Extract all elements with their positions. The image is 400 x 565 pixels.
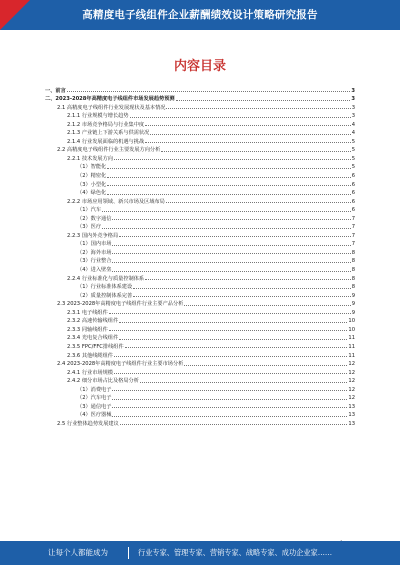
toc-entry[interactable] — [45, 307, 355, 316]
toc-entry-page: 5 — [351, 147, 355, 154]
toc-entry-label: （3）医疗 — [77, 224, 102, 231]
toc-entry[interactable] — [45, 222, 355, 231]
toc-entry[interactable] — [45, 410, 355, 419]
toc-entry[interactable] — [45, 196, 355, 205]
toc-leader-dots — [107, 193, 350, 195]
toc-leader-dots — [176, 99, 351, 101]
toc-leader-dots — [145, 278, 351, 280]
toc-entry-page: 3 — [351, 87, 355, 94]
toc-entry-page: 9 — [351, 309, 355, 316]
toc-entry[interactable] — [45, 145, 355, 154]
toc-entry[interactable] — [45, 188, 355, 197]
toc-entry[interactable] — [45, 153, 355, 162]
toc-leader-dots — [184, 304, 350, 306]
toc-leader-dots — [112, 398, 347, 400]
toc-leader-dots — [112, 261, 350, 263]
toc-entry-page: 3 — [351, 96, 355, 103]
toc-entry-label: 一、前言 — [45, 87, 66, 94]
toc-entry-page: 7 — [351, 232, 355, 239]
toc-entry-page: 5 — [351, 164, 355, 171]
toc-entry-page: 10 — [348, 318, 355, 325]
header-banner — [0, 0, 400, 30]
toc-entry-label: 2.1.3 产业链上下游关系与供需状况 — [67, 130, 150, 137]
toc-entry-label: （1）行业标准体系建设 — [77, 284, 133, 291]
toc-entry[interactable] — [45, 418, 355, 427]
toc-leader-dots — [119, 235, 351, 237]
toc-entry-label: 2.4.2 细分市场占比及格局分析 — [67, 378, 139, 385]
toc-leader-dots — [119, 338, 347, 340]
footer-divider — [128, 547, 129, 559]
toc-entry-page: 4 — [351, 121, 355, 128]
toc-entry-label: （2）精密化 — [77, 173, 107, 180]
toc-entry-page: 8 — [351, 249, 355, 256]
toc-entry-label: 2.3.5 FPC/FFC排线组件 — [67, 343, 124, 350]
toc-entry-label: 2.3.6 其他线缆组件 — [67, 352, 113, 359]
toc-entry-label: （2）海外市场 — [77, 249, 112, 256]
toc-leader-dots — [112, 406, 347, 408]
toc-entry-label: （1）消费电子 — [77, 386, 112, 393]
toc-entry-label: 2.4.1 行业市场规模 — [67, 369, 113, 376]
toc-leader-dots — [112, 252, 350, 254]
table-of-contents — [45, 85, 355, 427]
toc-entry-label: 二、2023-2028年高精度电子线组件市场发展趋势预测 — [45, 96, 175, 103]
toc-entry[interactable] — [45, 367, 355, 376]
toc-leader-dots — [145, 124, 351, 126]
toc-entry-label: （3）小型化 — [77, 181, 107, 188]
toc-entry[interactable] — [45, 359, 355, 368]
toc-entry-page: 10 — [348, 326, 355, 333]
toc-entry-page: 12 — [348, 386, 355, 393]
toc-leader-dots — [112, 270, 350, 272]
toc-entry-label: （2）质量控制体系完善 — [77, 292, 133, 299]
toc-entry[interactable] — [45, 94, 355, 103]
footer-slogan: 让每个人都能成为 — [48, 548, 108, 557]
toc-entry-label: 2.3.1 电子线组件 — [67, 309, 108, 316]
toc-entry[interactable] — [45, 239, 355, 248]
toc-entry-page: 9 — [351, 292, 355, 299]
toc-leader-dots — [140, 381, 347, 383]
toc-entry-page: 5 — [351, 155, 355, 162]
toc-leader-dots — [109, 329, 348, 331]
footer-roles: 行业专家、管理专家、营销专家、战略专家、成功企业家…… — [138, 548, 333, 557]
toc-entry-page: 6 — [351, 181, 355, 188]
toc-entry[interactable] — [45, 247, 355, 256]
toc-entry-label: 2.1.2 市场竞争格局与行业集中度 — [67, 121, 145, 128]
toc-entry[interactable] — [45, 299, 355, 308]
toc-entry-label: 2.2.4 行业标准化与质量控制体系 — [67, 275, 145, 282]
toc-entry[interactable] — [45, 111, 355, 120]
toc-entry-page: 11 — [348, 343, 355, 350]
toc-leader-dots — [107, 176, 350, 178]
toc-entry-page: 13 — [348, 403, 355, 410]
toc-leader-dots — [112, 244, 350, 246]
toc-leader-dots — [107, 167, 350, 169]
toc-entry-label: 2.2.2 市场应用领域、新兴市场及区域布局 — [67, 198, 165, 205]
toc-entry-label: （1）智能化 — [77, 164, 107, 171]
toc-leader-dots — [107, 184, 350, 186]
toc-entry-label: （4）进入壁垒 — [77, 267, 112, 274]
toc-entry[interactable] — [45, 179, 355, 188]
toc-entry-label: （1）汽车 — [77, 207, 102, 214]
toc-entry-page: 7 — [351, 224, 355, 231]
toc-entry-page: 6 — [351, 173, 355, 180]
toc-entry-page: 13 — [348, 412, 355, 419]
toc-leader-dots — [102, 210, 351, 212]
toc-entry[interactable] — [45, 213, 355, 222]
toc-entry-page: 8 — [351, 284, 355, 291]
toc-entry-page: 9 — [351, 301, 355, 308]
toc-entry-label: 2.3 2023-2028年高精度电子线组件行业主要产品分析 — [57, 301, 184, 308]
toc-entry[interactable] — [45, 102, 355, 111]
toc-entry-label: 2.4 2023-2028年高精度电子线组件行业主要市场分析 — [57, 361, 184, 368]
toc-entry[interactable] — [45, 341, 355, 350]
toc-leader-dots — [161, 150, 350, 152]
toc-entry-page: 12 — [348, 361, 355, 368]
toc-entry[interactable] — [45, 136, 355, 145]
toc-leader-dots — [102, 227, 351, 229]
toc-entry-label: 2.2.1 技术发展方向 — [67, 155, 113, 162]
toc-entry[interactable] — [45, 162, 355, 171]
toc-heading: 内容目录 — [173, 59, 226, 74]
toc-leader-dots — [112, 218, 350, 220]
toc-entry[interactable] — [45, 230, 355, 239]
toc-leader-dots — [114, 158, 351, 160]
toc-entry-page: 6 — [351, 207, 355, 214]
toc-entry-label: （4）医疗器械 — [77, 412, 112, 419]
toc-leader-dots — [120, 423, 348, 425]
toc-entry-label: 2.5 行业整体趋势发展建议 — [57, 420, 119, 427]
toc-entry-label: （3）行业整合 — [77, 258, 112, 265]
toc-entry-label: 2.3.3 同轴线组件 — [67, 326, 108, 333]
toc-entry-label: （2）汽车电子 — [77, 395, 112, 402]
toc-leader-dots — [109, 312, 351, 314]
toc-leader-dots — [133, 287, 351, 289]
toc-entry-page: 13 — [348, 420, 355, 427]
toc-entry[interactable] — [45, 350, 355, 359]
toc-entry-label: 2.1.4 行业发展面临的机遇与挑战 — [67, 138, 145, 145]
toc-leader-dots — [145, 141, 351, 143]
toc-entry[interactable] — [45, 324, 355, 333]
toc-entry-page: 12 — [348, 395, 355, 402]
toc-leader-dots — [150, 133, 350, 135]
toc-entry[interactable] — [45, 316, 355, 325]
toc-entry-page: 3 — [351, 104, 355, 111]
toc-entry-page: 7 — [351, 215, 355, 222]
toc-entry-page: 7 — [351, 241, 355, 248]
toc-entry-page: 11 — [348, 335, 355, 342]
toc-entry-page: 8 — [351, 258, 355, 265]
toc-leader-dots — [112, 415, 347, 417]
toc-entry-page: 8 — [351, 267, 355, 274]
toc-leader-dots — [133, 295, 351, 297]
toc-entry[interactable] — [45, 119, 355, 128]
toc-entry-label: 2.2 高精度电子线组件行业主要发展方向分析 — [57, 147, 161, 154]
toc-entry[interactable] — [45, 384, 355, 393]
toc-entry[interactable] — [45, 205, 355, 214]
toc-entry[interactable] — [45, 401, 355, 410]
toc-entry[interactable] — [45, 85, 355, 94]
toc-entry[interactable] — [45, 256, 355, 265]
toc-leader-dots — [166, 201, 351, 203]
toc-entry[interactable] — [45, 282, 355, 291]
toc-entry-label: 2.3.2 高速传输线组件 — [67, 318, 119, 325]
toc-leader-dots — [112, 389, 347, 391]
toc-entry-label: 2.2.3 国内外竞争格局 — [67, 232, 119, 239]
toc-entry-page: 3 — [351, 113, 355, 120]
toc-entry-page: 12 — [348, 378, 355, 385]
toc-entry[interactable] — [45, 170, 355, 179]
toc-entry[interactable] — [45, 290, 355, 299]
footer-banner — [0, 541, 400, 565]
toc-leader-dots — [119, 321, 347, 323]
toc-entry[interactable] — [45, 393, 355, 402]
toc-entry-page: 11 — [348, 352, 355, 359]
toc-entry[interactable] — [45, 273, 355, 282]
toc-entry-label: （1）国内市场 — [77, 241, 112, 248]
toc-leader-dots — [125, 346, 348, 348]
toc-entry[interactable] — [45, 128, 355, 137]
toc-entry-page: 6 — [351, 198, 355, 205]
toc-leader-dots — [166, 107, 350, 109]
toc-leader-dots — [67, 90, 351, 92]
toc-entry-page: 8 — [351, 275, 355, 282]
toc-entry-label: （4）绿色化 — [77, 190, 107, 197]
toc-entry[interactable] — [45, 376, 355, 385]
toc-entry[interactable] — [45, 264, 355, 273]
toc-leader-dots — [114, 355, 347, 357]
toc-entry-label: 2.3.4 光电复合线组件 — [67, 335, 119, 342]
toc-leader-dots — [114, 372, 347, 374]
toc-entry[interactable] — [45, 333, 355, 342]
toc-entry-page: 4 — [351, 130, 355, 137]
toc-leader-dots — [184, 364, 347, 366]
toc-entry-page: 6 — [351, 190, 355, 197]
toc-leader-dots — [130, 116, 351, 118]
toc-entry-label: （3）通信电子 — [77, 403, 112, 410]
toc-entry-page: 12 — [348, 369, 355, 376]
toc-entry-label: （2）数字通信 — [77, 215, 112, 222]
toc-entry-page: 5 — [351, 138, 355, 145]
report-title: 高精度电子线组件企业薪酬绩效设计策略研究报告 — [82, 9, 318, 21]
toc-entry-label: 2.1.1 行业规模与增长趋势 — [67, 113, 129, 120]
toc-entry-label: 2.1 高精度电子线组件行业发展现状及基本情况 — [57, 104, 166, 111]
